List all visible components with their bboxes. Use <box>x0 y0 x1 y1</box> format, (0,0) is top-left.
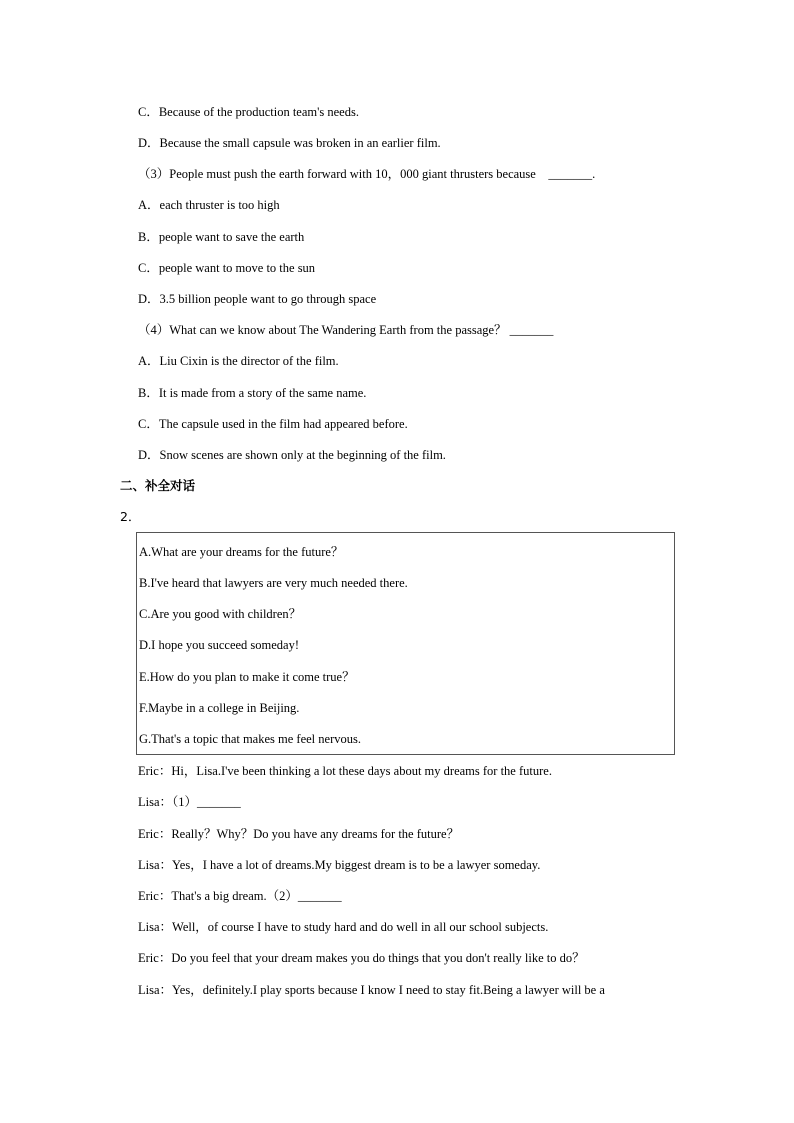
option-b: B.I've heard that lawyers are very much needed there. <box>139 576 408 590</box>
dialog-line-2: Lisa：（1）_______ <box>138 795 241 809</box>
option-f: F.Maybe in a college in Beijing. <box>139 701 300 715</box>
q4-option-c: C．The capsule used in the film had appeared before. <box>138 417 408 431</box>
q1-option-d: D．Because the small capsule was broken in an earlier film. <box>138 136 441 150</box>
option-e: E.How do you plan to make it come true？ <box>139 670 355 684</box>
option-c: C.Are you good with children？ <box>139 607 302 621</box>
q3-stem: （3）People must push the earth forward with 10，000 giant thrusters because _______. <box>138 167 596 181</box>
option-d: D.I hope you succeed someday! <box>139 638 300 652</box>
q1-option-c: C．Because of the production team's needs. <box>138 105 359 119</box>
q3-option-a: A．each thruster is too high <box>138 198 280 212</box>
options-box <box>136 532 675 755</box>
section-heading: 二、补全对话 <box>120 478 196 493</box>
q3-option-c: C．people want to move to the sun <box>138 261 316 275</box>
dialog-line-3: Eric：Really？Why？Do you have any dreams for the future？ <box>138 827 460 841</box>
dialog-line-5: Eric：That's a big dream.（2）_______ <box>138 889 342 903</box>
option-g: G.That's a topic that makes me feel nervous. <box>139 732 361 746</box>
dialog-line-8: Lisa：Yes，definitely.I play sports because I know I need to stay fit.Being a lawyer will be a <box>138 983 605 997</box>
question-number: 2． <box>120 509 141 524</box>
q3-option-b: B．people want to save the earth <box>138 230 305 244</box>
q4-option-d: D．Snow scenes are shown only at the beginning of the film. <box>138 448 446 462</box>
dialog-line-6: Lisa：Well，of course I have to study hard and do well in all our school subjects. <box>138 920 549 934</box>
dialog-line-1: Eric：Hi，Lisa.I've been thinking a lot these days about my dreams for the future. <box>138 764 552 778</box>
q4-option-b: B．It is made from a story of the same name. <box>138 386 367 400</box>
q4-stem: （4）What can we know about The Wandering Earth from the passage？ _______ <box>138 323 554 337</box>
dialog-line-4: Lisa：Yes，I have a lot of dreams.My biggest dream is to be a lawyer someday. <box>138 858 541 872</box>
dialog-line-7: Eric：Do you feel that your dream makes you do things that you don't really like to do？ <box>138 951 585 965</box>
option-a: A.What are your dreams for the future？ <box>139 545 344 559</box>
q4-option-a: A．Liu Cixin is the director of the film. <box>138 354 339 368</box>
q3-option-d: D．3.5 billion people want to go through space <box>138 292 377 306</box>
